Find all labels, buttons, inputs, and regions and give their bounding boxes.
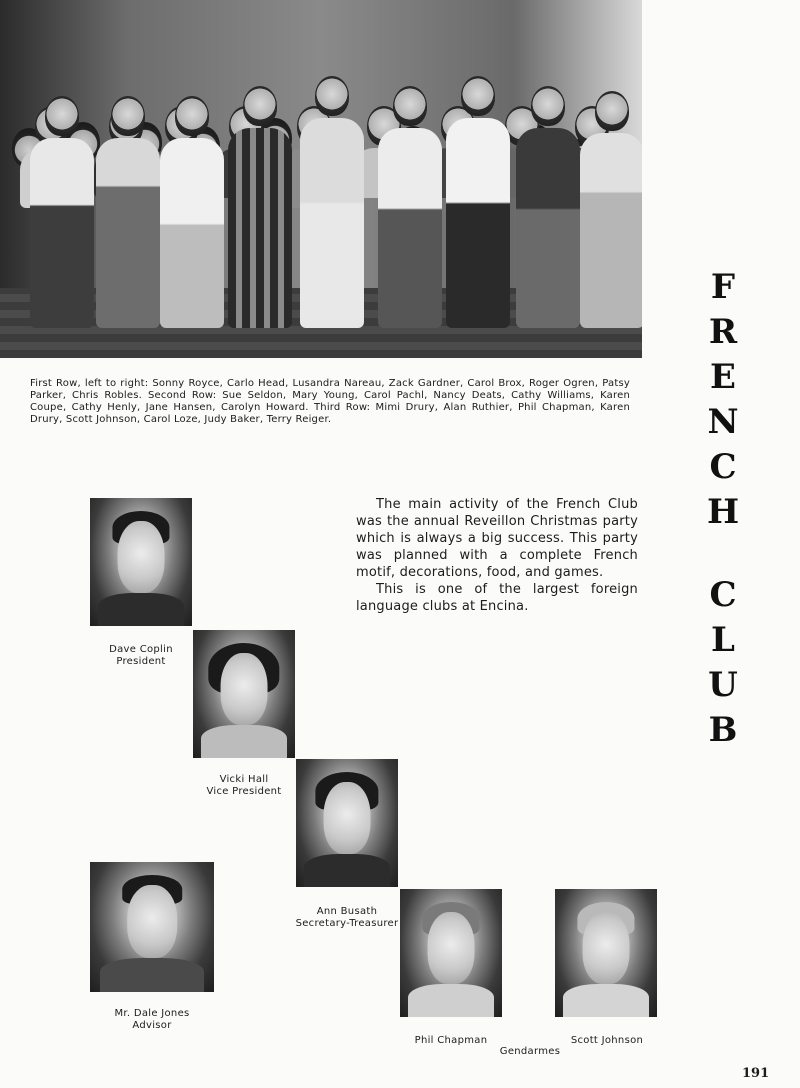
officer-caption: [90, 1008, 214, 1032]
officer-title: President: [116, 656, 166, 667]
group-photo: [0, 0, 642, 358]
side-title-letter: B: [708, 710, 738, 750]
portrait-vice-president: [193, 630, 295, 758]
portrait-president: [90, 498, 192, 626]
portrait-gendarme: [555, 889, 657, 1017]
officer-title: Vice President: [206, 786, 282, 797]
description-paragraph: This is one of the largest foreign language clubs at Encina.: [356, 582, 638, 614]
portrait-gendarme: [400, 889, 502, 1017]
side-title-letter: E: [710, 357, 736, 397]
side-title-letter: F: [710, 267, 736, 307]
officer-name: Mr. Dale Jones: [114, 1008, 190, 1019]
student-figure: [300, 76, 364, 328]
page-number: 191: [742, 1066, 770, 1081]
gendarme-name: Scott Johnson: [570, 1035, 644, 1046]
portrait-secretary-treasurer: [296, 759, 398, 887]
student-figure: [516, 86, 580, 328]
student-figure: [30, 96, 94, 328]
officer-title: Secretary-Treasurer: [295, 918, 399, 929]
student-figure: [160, 96, 224, 328]
student-figure: [378, 86, 442, 328]
side-title-letter: R: [708, 312, 738, 352]
club-description: [356, 496, 638, 615]
group-photo-caption: First Row, left to right: Sonny Royce, Carlo Head, Lusandra Nareau, Zack Gardner, Carol Brox, Roger Ogren, Patsy Parker, Chris Robles. Second Row: Sue Seldon, Mary Young, Carol Pachl, Nancy Deats, Cathy Williams, Karen Coupe, Cathy Henly, Jane Hansen, Carolyn Howard. Third Row: Mimi Drury, Alan Ruthier, Phil Chapman, Karen Drury, Scott Johnson, Carol Loze, Judy Baker, Terry Reiger.: [30, 378, 630, 425]
side-title-letter: H: [706, 492, 740, 532]
description-paragraph: The main activity of the French Club was the annual Reveillon Christmas party which is always a big success. This party was planned with a complete French motif, decorations, food, and games.: [356, 497, 638, 580]
student-figure: [96, 96, 160, 328]
gendarme-name: Phil Chapman: [414, 1035, 488, 1046]
side-title: [700, 267, 746, 758]
officer-caption: [286, 906, 408, 930]
student-figure: [228, 86, 292, 328]
officer-title: Advisor: [132, 1020, 172, 1031]
student-figure: [446, 76, 510, 328]
side-title-letter: C: [709, 447, 737, 487]
student-figure: [580, 91, 642, 328]
gendarmes-label: Gendarmes: [499, 1046, 561, 1057]
side-title-letter: N: [707, 402, 739, 442]
officer-name: Dave Coplin: [109, 644, 173, 655]
side-title-letter: C: [709, 575, 737, 615]
officer-caption: [90, 644, 192, 668]
portrait-advisor: [90, 862, 214, 992]
officer-name: Vicki Hall: [219, 774, 269, 785]
side-title-letter: U: [708, 665, 738, 705]
officer-name: Ann Busath: [316, 906, 378, 917]
officer-caption: [193, 774, 295, 798]
side-title-letter: L: [711, 620, 735, 660]
